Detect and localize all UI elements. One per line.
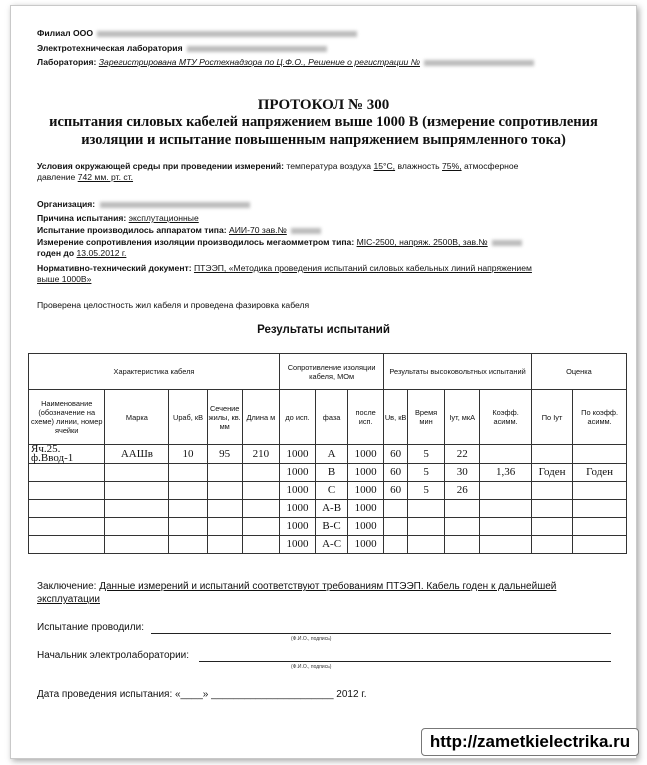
cell-before: 1000 (279, 482, 315, 500)
col-i-leak: Iут, мкА (445, 390, 480, 445)
conclusion (37, 580, 622, 606)
cell-empty (242, 482, 279, 500)
cell-section: 95 (207, 445, 242, 464)
table-row (29, 518, 627, 536)
col-by-coef: По коэфф. асимм. (573, 390, 627, 445)
col-name: Наименование (обозначение на схеме) линии, номер ячейки (29, 390, 105, 445)
cell-empty (169, 536, 207, 554)
cell-u-test: 60 (384, 445, 408, 464)
protocol-page (10, 5, 637, 759)
redacted-org (100, 202, 250, 208)
valid-until-label: годен до (37, 248, 75, 258)
cell-after: 1000 (348, 445, 384, 464)
cell-empty (29, 518, 105, 536)
meas-device-value: МIC-2500, напряж. 2500В, зав.№ (356, 237, 488, 247)
cell-time (407, 536, 444, 554)
cell-length: 210 (242, 445, 279, 464)
cell-coef: 1,36 (480, 464, 532, 482)
cell-empty (105, 536, 169, 554)
cell-by-i: Годен (531, 464, 572, 482)
cell-by-coef (573, 536, 627, 554)
meas-device-line (37, 237, 617, 259)
cell-empty (242, 536, 279, 554)
col-phase: фаза (316, 390, 348, 445)
cell-before: 1000 (279, 464, 315, 482)
cell-i-leak: 30 (445, 464, 480, 482)
cell-phase: A-B (316, 500, 348, 518)
cell-empty (207, 536, 242, 554)
test-date: Дата проведения испытания: «____» ______________________ 2012 г. (37, 689, 367, 700)
lab2-label: Лаборатория: (37, 57, 97, 67)
table-row (29, 482, 627, 500)
cell-empty (169, 500, 207, 518)
check-text: Проверена целостность жил кабеля и проведена фазировка кабеля (37, 300, 310, 310)
cell-empty (105, 518, 169, 536)
redacted-serial-2 (492, 240, 522, 246)
cell-after: 1000 (348, 482, 384, 500)
reason-value: эксплутационные (128, 213, 199, 223)
cell-i-leak (445, 518, 480, 536)
cell-coef (480, 445, 532, 464)
cell-u-test (384, 518, 408, 536)
test-device-value: АИИ-70 зав.№ (229, 225, 287, 235)
humidity-text: влажность (397, 161, 440, 171)
norm-doc-label: Нормативно-технический документ: (37, 263, 192, 273)
cell-by-coef: Годен (573, 464, 627, 482)
lab-line (37, 43, 329, 53)
cell-time: 5 (407, 445, 444, 464)
cell-before: 1000 (279, 536, 315, 554)
cell-time: 5 (407, 464, 444, 482)
cell-by-i (531, 536, 572, 554)
cell-by-coef (573, 500, 627, 518)
table-row (29, 445, 627, 464)
cell-by-coef (573, 518, 627, 536)
cell-empty (29, 500, 105, 518)
cell-i-leak (445, 500, 480, 518)
norm-doc-line (37, 263, 622, 285)
meas-device-label: Измерение сопротивления изоляции производилось мегаомметром типа: (37, 237, 355, 247)
group-rating: Оценка (531, 354, 626, 390)
redacted-reg (424, 60, 534, 66)
conclusion-text-1: Данные измерений и испытаний соответствуют требованиям ПТЭЭП. Кабель годен к дальнейшей (99, 581, 557, 592)
cell-empty (207, 518, 242, 536)
cell-empty (207, 500, 242, 518)
pressure-text-a: атмосферное (464, 161, 519, 171)
cell-empty (105, 482, 169, 500)
cell-empty (242, 500, 279, 518)
chief-hint: (Ф.И.О., подпись) (291, 664, 332, 670)
cell-empty (105, 500, 169, 518)
cell-u-test (384, 500, 408, 518)
group-hv: Результаты высоковольтных испытаний (384, 354, 532, 390)
cell-time: 5 (407, 482, 444, 500)
cell-after: 1000 (348, 464, 384, 482)
cell-empty (242, 464, 279, 482)
org-line (37, 199, 252, 210)
tested-by-line (151, 633, 611, 634)
cell-by-i (531, 445, 572, 464)
reason-line (37, 213, 199, 224)
table-row (29, 536, 627, 554)
test-device-line (37, 225, 323, 236)
tested-by-label: Испытание проводили: (37, 622, 144, 633)
tested-by-hint: (Ф.И.О., подпись) (291, 636, 332, 642)
protocol-subtitle-1: испытания силовых кабелей напряжением выше 1000 В (измерение сопротивления (49, 114, 598, 130)
chief-line (199, 661, 611, 662)
col-brand: Марка (105, 390, 169, 445)
table-row (29, 464, 627, 482)
cell-coef (480, 518, 532, 536)
branch-label: Филиал ООО (37, 28, 94, 38)
group-cable: Характеристика кабеля (29, 354, 280, 390)
cell-u-test (384, 536, 408, 554)
cell-cable-name: Яч.25. ф.Ввод-1 (29, 445, 105, 464)
site-url-badge[interactable]: http://zametkielectrika.ru (421, 728, 639, 756)
col-u-test: Uв, кВ (384, 390, 408, 445)
cell-before: 1000 (279, 518, 315, 536)
cell-i-leak (445, 536, 480, 554)
col-before: до исп. (279, 390, 315, 445)
cell-i-leak: 22 (445, 445, 480, 464)
col-by-i: По Iут (531, 390, 572, 445)
cell-by-coef (573, 482, 627, 500)
cell-before: 1000 (279, 500, 315, 518)
conditions-label: Условия окружающей среды при проведении измерений: (37, 161, 284, 171)
cell-empty (105, 464, 169, 482)
cell-empty (242, 518, 279, 536)
conclusion-text-2: эксплуатации (37, 594, 100, 605)
cell-coef (480, 536, 532, 554)
group-resistance: Сопротивление изоляции кабеля, МОм (279, 354, 383, 390)
norm-doc-value-2: выше 1000В» (37, 274, 92, 284)
cell-by-i (531, 482, 572, 500)
col-length: Длина м (242, 390, 279, 445)
cell-u-test: 60 (384, 482, 408, 500)
cell-coef (480, 500, 532, 518)
cell-empty (29, 536, 105, 554)
cell-brand: ААШв (105, 445, 169, 464)
col-after: после исп. (348, 390, 384, 445)
col-time: Время мин (407, 390, 444, 445)
test-device-label: Испытание производилось аппаратом типа: (37, 225, 227, 235)
cell-i-leak: 26 (445, 482, 480, 500)
table-row (29, 500, 627, 518)
cell-before: 1000 (279, 445, 315, 464)
chief-label: Начальник электролаборатории: (37, 650, 190, 661)
cell-phase: C (316, 482, 348, 500)
reason-label: Причина испытания: (37, 213, 127, 223)
cell-empty (169, 482, 207, 500)
cell-by-i (531, 518, 572, 536)
cell-after: 1000 (348, 500, 384, 518)
redacted-lab (187, 46, 327, 52)
cell-empty (169, 518, 207, 536)
cell-empty (207, 482, 242, 500)
branch-line (37, 28, 359, 38)
protocol-title: ПРОТОКОЛ № 300 (257, 97, 390, 113)
pressure-text-b: давление (37, 172, 76, 182)
cell-after: 1000 (348, 536, 384, 554)
cell-empty (29, 482, 105, 500)
results-table (28, 353, 627, 554)
protocol-subtitle-2: изоляции и испытание повышенным напряжением выпрямленного тока) (81, 132, 566, 148)
cell-phase: A-C (316, 536, 348, 554)
cell-time (407, 518, 444, 536)
cell-empty (207, 464, 242, 482)
col-coef: Коэфф. асимм. (480, 390, 532, 445)
humidity-value: 75%, (442, 161, 462, 171)
cell-time (407, 500, 444, 518)
redacted-branch (97, 31, 357, 37)
cell-by-i (531, 500, 572, 518)
col-section: Сечение жилы, кв. мм (207, 390, 242, 445)
temp-text: температура воздуха (286, 161, 372, 171)
col-u-work: Uраб, кВ (169, 390, 207, 445)
pressure-value: 742 мм. рт. ст. (77, 172, 134, 182)
cell-coef (480, 482, 532, 500)
org-label: Организация: (37, 199, 96, 209)
cell-u-work: 10 (169, 445, 207, 464)
lab2-value: Зарегистрирована МТУ Ростехнадзора по Ц.Ф.О., Решение о регистрации № (98, 57, 421, 67)
cell-after: 1000 (348, 518, 384, 536)
cell-empty (29, 464, 105, 482)
cell-phase: B-C (316, 518, 348, 536)
conditions (37, 161, 617, 183)
cell-phase: B (316, 464, 348, 482)
cell-u-test: 60 (384, 464, 408, 482)
valid-until-value: 13.05.2012 г. (76, 248, 127, 258)
cell-empty (169, 464, 207, 482)
lab-label: Электротехническая лаборатория (37, 43, 183, 53)
temperature-value: 15°С, (373, 161, 396, 171)
redacted-serial-1 (291, 228, 321, 234)
lab2-line (37, 57, 536, 67)
cell-phase: A (316, 445, 348, 464)
norm-doc-value-1: ПТЭЭП, «Методика проведения испытаний силовых кабельных линий напряжением (193, 263, 532, 273)
cell-by-coef (573, 445, 627, 464)
results-title: Результаты испытаний (257, 324, 390, 336)
conclusion-label: Заключение: (37, 581, 97, 592)
